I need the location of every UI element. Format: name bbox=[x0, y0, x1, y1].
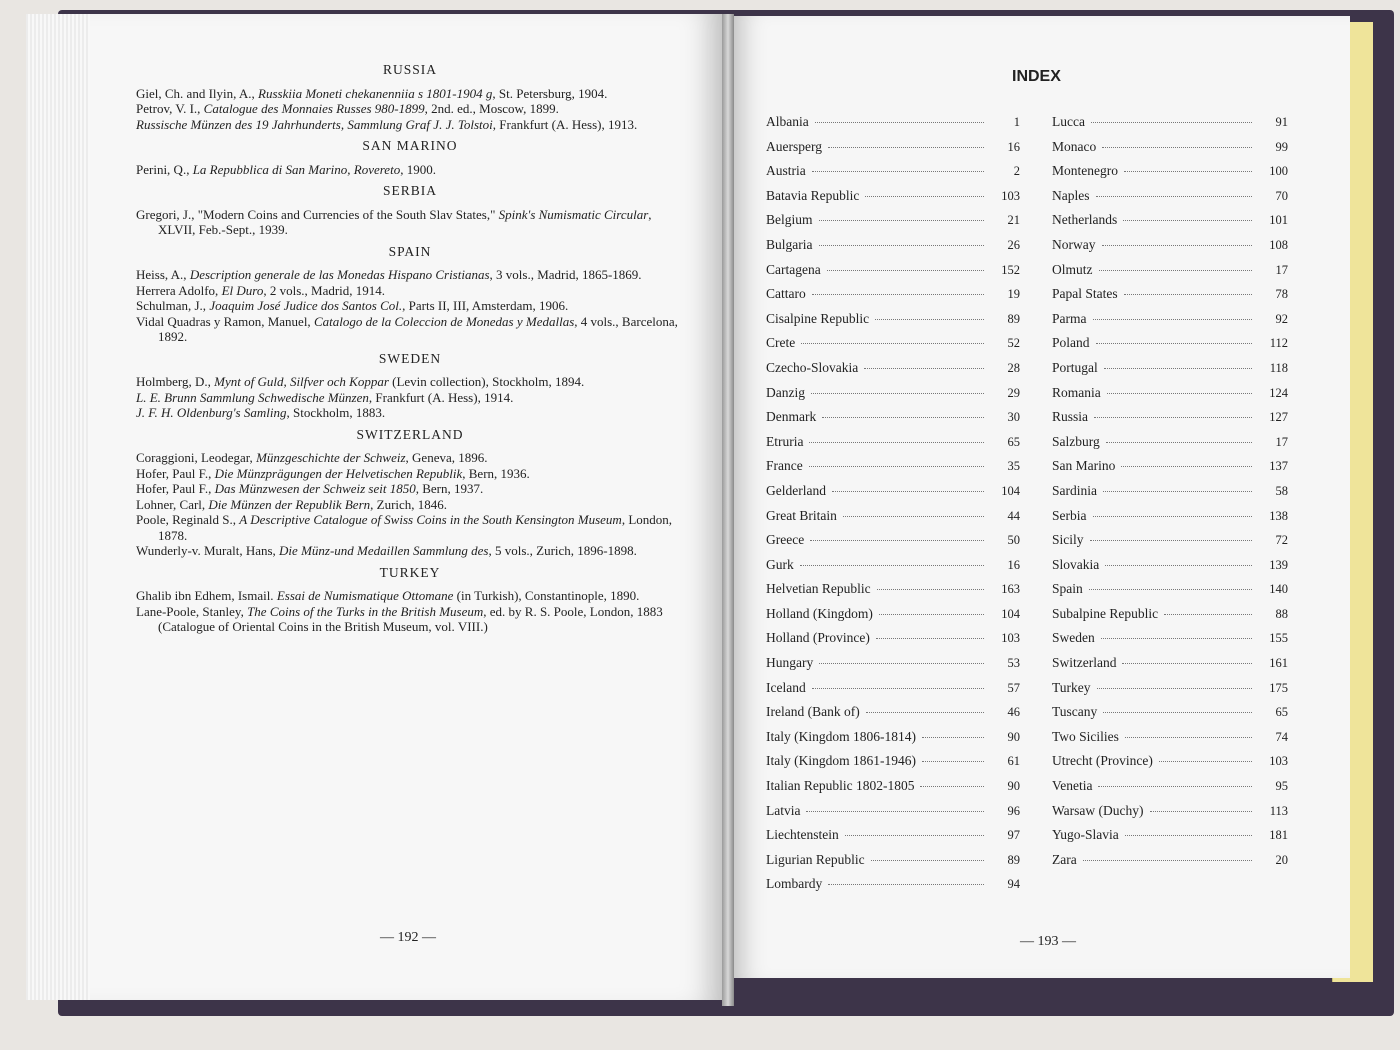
dot-leader bbox=[845, 835, 984, 836]
dot-leader bbox=[1096, 196, 1253, 197]
index-entry-name: Cartagena bbox=[766, 261, 821, 277]
index-entry bbox=[1052, 581, 1288, 606]
index-entry bbox=[1052, 680, 1288, 705]
index-entry-name: Salzburg bbox=[1052, 433, 1100, 449]
dot-leader bbox=[1099, 270, 1253, 271]
index-entry bbox=[1052, 385, 1288, 410]
index-entry bbox=[1052, 237, 1288, 262]
index-entry bbox=[766, 311, 1020, 336]
index-entry-page: 89 bbox=[1007, 311, 1020, 326]
index-entry bbox=[766, 237, 1020, 262]
index-entry bbox=[766, 778, 1020, 803]
index-entry-page: 112 bbox=[1269, 336, 1288, 351]
index-entry bbox=[766, 557, 1020, 582]
dot-leader bbox=[828, 147, 984, 148]
index-entry bbox=[766, 335, 1020, 360]
index-entry-page: 19 bbox=[1007, 287, 1020, 302]
index-entry bbox=[1052, 188, 1288, 213]
index-entry-name: Gurk bbox=[766, 556, 794, 572]
index-entry-name: Ireland (Bank of) bbox=[766, 704, 860, 720]
index-entry bbox=[766, 262, 1020, 287]
dot-leader bbox=[879, 614, 984, 615]
index-entry-page: 104 bbox=[1001, 483, 1020, 498]
dot-leader bbox=[1089, 589, 1252, 590]
index-entry-name: Greece bbox=[766, 532, 805, 548]
section-heading: SPAIN bbox=[388, 243, 432, 259]
index-entry bbox=[1052, 630, 1288, 655]
index-entry-name: Yugo-Slavia bbox=[1052, 827, 1119, 843]
index-entry-page: 30 bbox=[1007, 410, 1020, 425]
index-entry-name: Lombardy bbox=[766, 876, 823, 892]
index-entry bbox=[1052, 139, 1288, 164]
index-entry-name: Bulgaria bbox=[766, 236, 813, 252]
bibliography-entry: Hofer, Paul F., Die Münzprägungen der Helvetischen Republik, Bern, 1936. bbox=[136, 465, 530, 481]
index-entry-name: Etruria bbox=[766, 433, 804, 449]
index-entry-name: Albania bbox=[766, 114, 809, 129]
index-entry-page: 90 bbox=[1007, 729, 1020, 744]
dot-leader bbox=[1106, 442, 1252, 443]
index-entry bbox=[766, 606, 1020, 631]
bibliography-entry: L. E. Brunn Sammlung Schwedische Münzen, Frankfurt (A. Hess), 1914. bbox=[136, 389, 514, 405]
index-entry-name: Gelderland bbox=[766, 482, 826, 498]
index-entry-name: Hungary bbox=[766, 655, 814, 671]
dot-leader bbox=[922, 761, 984, 762]
dot-leader bbox=[822, 417, 984, 418]
index-entry bbox=[766, 581, 1020, 606]
index-entry bbox=[1052, 286, 1288, 311]
section-heading: SERBIA bbox=[382, 183, 437, 198]
dot-leader bbox=[812, 294, 984, 295]
index-entry-name: Belgium bbox=[766, 212, 813, 228]
index-entry-page: 53 bbox=[1007, 656, 1020, 671]
dot-leader bbox=[828, 884, 984, 885]
dot-leader bbox=[875, 319, 984, 320]
index-entry bbox=[766, 876, 1020, 901]
bibliography bbox=[136, 56, 684, 639]
index-entry bbox=[766, 163, 1020, 188]
bibliography-entry: Poole, Reginald S., A Descriptive Catalogue of Swiss Coins in the South Kensington Museum, London, 1878. bbox=[136, 512, 673, 543]
index-entry bbox=[766, 434, 1020, 459]
index-entry bbox=[766, 630, 1020, 655]
index-entry-name: Switzerland bbox=[1052, 655, 1117, 671]
index-entry bbox=[1052, 557, 1288, 582]
dot-leader bbox=[1103, 491, 1252, 492]
index-entry-page: 17 bbox=[1275, 434, 1288, 449]
dot-leader bbox=[922, 737, 984, 738]
index-entry-page: 138 bbox=[1269, 508, 1288, 523]
index-entry-name: Warsaw (Duchy) bbox=[1052, 802, 1144, 818]
index-entry bbox=[1052, 262, 1288, 287]
index-entry bbox=[1052, 778, 1288, 803]
index-entry bbox=[1052, 852, 1288, 877]
bibliography-entry: Wunderly-v. Muralt, Hans, Die Münz-und Medaillen Sammlung des, 5 vols., Zurich, 1896-1898. bbox=[136, 543, 637, 558]
index-entry bbox=[1052, 114, 1288, 139]
dot-leader bbox=[819, 245, 985, 246]
index-entry-page: 88 bbox=[1275, 606, 1288, 621]
index-entry bbox=[1052, 458, 1288, 483]
index-entry-page: 161 bbox=[1269, 656, 1288, 671]
index-entry-page: 16 bbox=[1007, 139, 1020, 154]
index-entry-name: France bbox=[766, 458, 803, 474]
index-entry bbox=[766, 680, 1020, 705]
index-entry bbox=[766, 409, 1020, 434]
index-entry-page: 155 bbox=[1269, 631, 1288, 646]
dot-leader bbox=[1105, 565, 1252, 566]
dot-leader bbox=[865, 196, 984, 197]
bibliography-entry: Schulman, J., Joaquim José Judice dos Santos Col., Parts II, III, Amsterdam, 1906. bbox=[136, 298, 569, 313]
index-entry bbox=[766, 704, 1020, 729]
index-entry-name: Italy (Kingdom 1861-1946) bbox=[766, 753, 916, 769]
dot-leader bbox=[1107, 393, 1252, 394]
index-entry bbox=[766, 212, 1020, 237]
index-entry-page: 100 bbox=[1269, 164, 1288, 179]
index-entry-page: 137 bbox=[1269, 459, 1288, 474]
index-entry-page: 52 bbox=[1007, 336, 1020, 351]
index-entry-page: 140 bbox=[1269, 582, 1288, 597]
index-entry bbox=[766, 188, 1020, 213]
index-entry-name: Parma bbox=[1052, 310, 1087, 326]
index-entry-name: Spain bbox=[1052, 581, 1083, 597]
index-entry-name: Lucca bbox=[1052, 114, 1085, 129]
dot-leader bbox=[1121, 466, 1252, 467]
bibliography-entry: Gregori, J., "Modern Coins and Currencies of the South Slav States," Spink's Numismatic Circular, XLVII, Feb.-Sept., 1939. bbox=[136, 206, 652, 237]
index-entry-name: Cattaro bbox=[766, 286, 806, 302]
index-entry bbox=[1052, 335, 1288, 360]
index-entry bbox=[766, 753, 1020, 778]
dot-leader bbox=[866, 712, 984, 713]
index-entry-name: Monaco bbox=[1052, 138, 1097, 154]
index-entry-page: 29 bbox=[1007, 385, 1020, 400]
index-entry-name: Auersperg bbox=[766, 138, 822, 154]
dot-leader bbox=[801, 343, 984, 344]
section-heading: RUSSIA bbox=[382, 62, 437, 77]
index-entry-name: Danzig bbox=[766, 384, 805, 400]
index-title: INDEX bbox=[1012, 68, 1061, 85]
index-entry-name: Czecho-Slovakia bbox=[766, 359, 859, 375]
index-column-1 bbox=[766, 114, 1020, 901]
index-entry-name: Liechtenstein bbox=[766, 827, 839, 843]
index-entry-page: 101 bbox=[1269, 213, 1288, 228]
bibliography-entry: Russische Münzen des 19 Jahrhunderts, Sammlung Graf J. J. Tolstoi, Frankfurt (A. Hess), 1913. bbox=[136, 116, 638, 132]
index-entry bbox=[1052, 753, 1288, 778]
index-entry-name: Poland bbox=[1052, 335, 1090, 351]
index-entry-page: 20 bbox=[1275, 852, 1288, 867]
bibliography-entry: Petrov, V. I., Catalogue des Monnaies Russes 980-1899, 2nd. ed., Moscow, 1899. bbox=[136, 101, 559, 116]
bibliography-entry: Coraggioni, Leodegar, Münzgeschichte der Schweiz, Geneva, 1896. bbox=[136, 450, 488, 465]
index-entry bbox=[766, 532, 1020, 557]
dot-leader bbox=[1125, 835, 1252, 836]
index-entry-name: Holland (Province) bbox=[766, 630, 870, 646]
index-entry-name: Latvia bbox=[766, 802, 801, 818]
index-entry-page: 99 bbox=[1275, 139, 1288, 154]
index-entry bbox=[766, 803, 1020, 828]
index-entry-page: 26 bbox=[1007, 237, 1020, 252]
dot-leader bbox=[1102, 147, 1252, 148]
index-entry bbox=[1052, 803, 1288, 828]
index-entry-name: Tuscany bbox=[1052, 704, 1098, 720]
index-entry-name: Sicily bbox=[1052, 532, 1084, 548]
dot-leader bbox=[1104, 368, 1252, 369]
index-entry-page: 90 bbox=[1007, 779, 1020, 794]
index-entry bbox=[766, 385, 1020, 410]
dot-leader bbox=[1124, 171, 1252, 172]
dot-leader bbox=[1098, 786, 1252, 787]
index-entry bbox=[766, 458, 1020, 483]
dot-leader bbox=[876, 638, 984, 639]
index-entry-page: 103 bbox=[1001, 631, 1020, 646]
index-entry-name: Romania bbox=[1052, 384, 1101, 400]
dot-leader bbox=[1097, 688, 1252, 689]
dot-leader bbox=[809, 442, 984, 443]
index-entry bbox=[766, 286, 1020, 311]
index-entry-name: Turkey bbox=[1052, 679, 1091, 695]
index-entry-page: 175 bbox=[1269, 680, 1288, 695]
section-heading: SWEDEN bbox=[378, 350, 442, 366]
index-entry-name: Austria bbox=[766, 163, 806, 179]
index-entry-name: Netherlands bbox=[1052, 212, 1118, 228]
index-entry-page: 46 bbox=[1007, 705, 1020, 720]
index-entry-name: Batavia Republic bbox=[766, 187, 860, 203]
dot-leader bbox=[1091, 122, 1252, 123]
dot-leader bbox=[1101, 638, 1252, 639]
book-gutter bbox=[722, 14, 734, 1006]
index-entry-page: 96 bbox=[1007, 803, 1020, 818]
index-entry-name: Zara bbox=[1052, 851, 1077, 867]
dot-leader bbox=[819, 220, 985, 221]
dot-leader bbox=[1159, 761, 1252, 762]
bibliography-entry: Heiss, A., Description generale de las Monedas Hispano Cristianas, 3 vols., Madrid, 1865-1869. bbox=[136, 267, 642, 282]
section-heading: SAN MARINO bbox=[362, 138, 458, 153]
dot-leader bbox=[1093, 516, 1253, 517]
index-entry-page: 78 bbox=[1275, 287, 1288, 302]
index-entry-page: 1 bbox=[1013, 115, 1020, 129]
index-entry-name: Russia bbox=[1052, 409, 1089, 425]
index-entry-page: 104 bbox=[1001, 606, 1020, 621]
index-entry bbox=[766, 483, 1020, 508]
dot-leader bbox=[920, 786, 984, 787]
index-entry-page: 44 bbox=[1007, 508, 1020, 523]
index-entry-page: 70 bbox=[1275, 188, 1288, 203]
index-entry-page: 28 bbox=[1007, 360, 1020, 375]
index-entry-name: Holland (Kingdom) bbox=[766, 605, 873, 621]
index-entry-name: Iceland bbox=[766, 679, 806, 695]
index-entry-page: 2 bbox=[1013, 164, 1020, 179]
dot-leader bbox=[1123, 220, 1252, 221]
dot-leader bbox=[819, 663, 984, 664]
dot-leader bbox=[832, 491, 984, 492]
dot-leader bbox=[800, 565, 984, 566]
index-entry-page: 65 bbox=[1275, 705, 1288, 720]
index-entry-page: 91 bbox=[1275, 115, 1288, 129]
index-entry-name: Utrecht (Province) bbox=[1052, 753, 1153, 769]
index-entry-name: Subalpine Republic bbox=[1052, 605, 1159, 621]
dot-leader bbox=[877, 589, 984, 590]
index-entry-page: 118 bbox=[1269, 360, 1288, 375]
index-entry-page: 127 bbox=[1269, 410, 1288, 425]
index-entry-page: 21 bbox=[1007, 213, 1020, 228]
dot-leader bbox=[1122, 663, 1252, 664]
index-entry-name: Sardinia bbox=[1052, 482, 1097, 498]
dot-leader bbox=[1125, 737, 1252, 738]
index-entry-page: 74 bbox=[1275, 729, 1288, 744]
index-entry-page: 58 bbox=[1275, 483, 1288, 498]
index-entry-name: Sweden bbox=[1052, 630, 1095, 646]
index-entry-name: Papal States bbox=[1052, 286, 1118, 302]
index-entry bbox=[1052, 163, 1288, 188]
dot-leader bbox=[810, 540, 984, 541]
index-entry-page: 163 bbox=[1001, 582, 1020, 597]
index-entry bbox=[766, 729, 1020, 754]
index-entry-page: 92 bbox=[1275, 311, 1288, 326]
dot-leader bbox=[1150, 811, 1252, 812]
index-entry bbox=[1052, 434, 1288, 459]
index-entry bbox=[1052, 655, 1288, 680]
dot-leader bbox=[843, 516, 984, 517]
index-entry-page: 94 bbox=[1007, 877, 1020, 892]
index-entry-page: 108 bbox=[1269, 237, 1288, 252]
bibliography-entry: Holmberg, D., Mynt of Guld, Silfver och Koppar (Levin collection), Stockholm, 1894. bbox=[136, 374, 585, 389]
index-entry-page: 35 bbox=[1007, 459, 1020, 474]
index-entry-page: 89 bbox=[1007, 852, 1020, 867]
index-entry-page: 57 bbox=[1007, 680, 1020, 695]
bibliography-entry: Lohner, Carl, Die Münzen der Republik Bern, Zurich, 1846. bbox=[136, 496, 448, 512]
index-entry bbox=[1052, 409, 1288, 434]
index-entry-page: 97 bbox=[1007, 828, 1020, 843]
dot-leader bbox=[1103, 712, 1252, 713]
index-entry-page: 17 bbox=[1275, 262, 1288, 277]
index-entry-page: 181 bbox=[1269, 828, 1288, 843]
dot-leader bbox=[1090, 540, 1252, 541]
page-number-right: — 193 — bbox=[1020, 934, 1076, 949]
index-entry-name: Naples bbox=[1052, 187, 1090, 203]
dot-leader bbox=[812, 171, 984, 172]
index-entry-name: Cisalpine Republic bbox=[766, 310, 870, 326]
index-entry bbox=[1052, 508, 1288, 533]
index-entry bbox=[766, 827, 1020, 852]
bibliography-entry: Lane-Poole, Stanley, The Coins of the Turks in the British Museum, ed. by R. S. Poole, London, 1883 (Catalogue of Oriental Coins in the British Museum, vol. VIII.) bbox=[136, 603, 663, 634]
index-entry bbox=[766, 508, 1020, 533]
index-entry bbox=[1052, 483, 1288, 508]
dot-leader bbox=[1124, 294, 1252, 295]
bibliography-entry: Hofer, Paul F., Das Münzwesen der Schweiz seit 1850, Bern, 1937. bbox=[136, 481, 484, 496]
index-entry bbox=[766, 852, 1020, 877]
index-entry-page: 95 bbox=[1275, 779, 1288, 794]
index-entry-page: 103 bbox=[1269, 754, 1288, 769]
dot-leader bbox=[809, 466, 984, 467]
dot-leader bbox=[812, 688, 984, 689]
index-entry-page: 16 bbox=[1007, 557, 1020, 572]
index-entry-name: Portugal bbox=[1052, 359, 1098, 375]
index-entry-name: Helvetian Republic bbox=[766, 581, 871, 597]
index-entry-name: Crete bbox=[766, 335, 796, 351]
index-entry-page: 113 bbox=[1269, 803, 1288, 818]
bibliography-entry: J. F. H. Oldenburg's Samling, Stockholm, 1883. bbox=[136, 405, 386, 420]
dot-leader bbox=[1102, 245, 1253, 246]
index-entry-name: Italy (Kingdom 1806-1814) bbox=[766, 728, 916, 744]
bibliography-entry: Vidal Quadras y Ramon, Manuel, Catalogo de la Coleccion de Monedas y Medallas, 4 vols., Barcelona, 1892. bbox=[136, 313, 678, 344]
dot-leader bbox=[827, 270, 984, 271]
index-entry-name: Norway bbox=[1052, 236, 1096, 252]
index-entry-page: 72 bbox=[1275, 533, 1288, 548]
index-entry-page: 61 bbox=[1007, 754, 1020, 769]
index-entry bbox=[1052, 704, 1288, 729]
index-entry-name: Italian Republic 1802-1805 bbox=[766, 778, 915, 794]
dot-leader bbox=[1164, 614, 1252, 615]
section-heading: TURKEY bbox=[379, 564, 441, 580]
index-entry-name: Ligurian Republic bbox=[766, 851, 865, 867]
index-entry-name: Great Britain bbox=[766, 507, 837, 523]
bibliography-entry: Giel, Ch. and Ilyin, A., Russkiia Moneti chekanenniia s 1801-1904 g, St. Petersburg, 1904. bbox=[136, 85, 608, 101]
index-entry-name: Venetia bbox=[1052, 778, 1093, 794]
index-entry bbox=[1052, 212, 1288, 237]
index-entry-page: 65 bbox=[1007, 434, 1020, 449]
index-entry bbox=[766, 655, 1020, 680]
index-column-2 bbox=[1052, 114, 1288, 876]
index-entry-name: San Marino bbox=[1052, 458, 1116, 474]
page-number-left: — 192 — bbox=[380, 930, 436, 945]
dot-leader bbox=[815, 122, 984, 123]
dot-leader bbox=[871, 860, 984, 861]
index-entry-page: 50 bbox=[1007, 533, 1020, 548]
index-entry-page: 124 bbox=[1269, 385, 1288, 400]
dot-leader bbox=[864, 368, 984, 369]
index-entry bbox=[766, 139, 1020, 164]
dot-leader bbox=[1096, 343, 1252, 344]
bibliography-entry: Herrera Adolfo, El Duro, 2 vols., Madrid, 1914. bbox=[136, 282, 386, 298]
index-entry-name: Montenegro bbox=[1052, 163, 1118, 179]
index-entry bbox=[1052, 606, 1288, 631]
index-entry-name: Slovakia bbox=[1052, 556, 1100, 572]
dot-leader bbox=[1083, 860, 1252, 861]
dot-leader bbox=[1093, 319, 1253, 320]
index-entry bbox=[1052, 729, 1288, 754]
index-entry bbox=[1052, 827, 1288, 852]
index-entry-name: Olmutz bbox=[1052, 261, 1093, 277]
index-entry-name: Two Sicilies bbox=[1052, 728, 1119, 744]
dot-leader bbox=[1094, 417, 1252, 418]
index-entry bbox=[1052, 360, 1288, 385]
index-entry-page: 152 bbox=[1001, 262, 1020, 277]
index-entry-page: 139 bbox=[1269, 557, 1288, 572]
bibliography-entry: Perini, Q., La Repubblica di San Marino, Rovereto, 1900. bbox=[136, 161, 436, 177]
index-entry bbox=[1052, 311, 1288, 336]
index-entry bbox=[766, 360, 1020, 385]
bibliography-entry: Ghalib ibn Edhem, Ismail. Essai de Numismatique Ottomane (in Turkish), Constantinople, 1890. bbox=[136, 588, 640, 603]
index-entry-page: 103 bbox=[1001, 188, 1020, 203]
index-entry bbox=[766, 114, 1020, 139]
index-entry-name: Denmark bbox=[766, 409, 817, 425]
dot-leader bbox=[811, 393, 984, 394]
section-heading: SWITZERLAND bbox=[356, 426, 464, 442]
index-entry-name: Serbia bbox=[1052, 507, 1087, 523]
dot-leader bbox=[806, 811, 984, 812]
index-entry bbox=[1052, 532, 1288, 557]
